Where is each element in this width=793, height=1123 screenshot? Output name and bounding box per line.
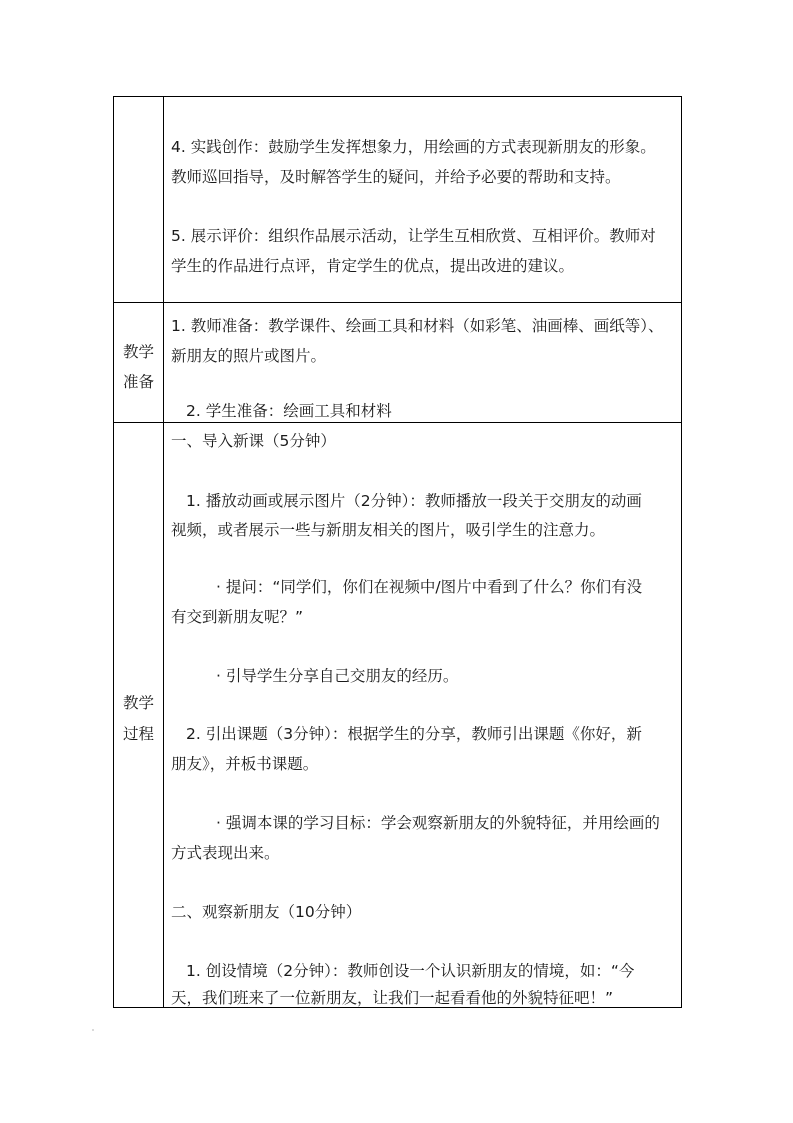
row-divider-1 bbox=[114, 302, 681, 303]
step3-line2: 天，我们班来了一位新朋友，让我们一起看看他的外貌特征吧！” bbox=[171, 989, 614, 1007]
prep-item1-line1: 1. 教师准备：教学课件、绘画工具和材料（如彩笔、油画棒、画纸等）、 bbox=[171, 317, 664, 335]
column-divider bbox=[163, 97, 164, 1007]
lesson-plan-table bbox=[113, 96, 682, 1008]
step2-line1: 2. 引出课题（3分钟）：根据学生的分享，教师引出课题《你好，新 bbox=[186, 725, 642, 743]
row-divider-2 bbox=[114, 422, 681, 423]
section2-title: 二、观察新朋友（10分钟） bbox=[171, 903, 362, 921]
step3-line1: 1. 创设情境（2分钟）：教师创设一个认识新朋友的情境，如：“今 bbox=[186, 962, 635, 980]
stray-mark bbox=[92, 1029, 94, 1031]
step1-line2: 视频，或者展示一些与新朋友相关的图片，吸引学生的注意力。 bbox=[171, 521, 606, 539]
process-label-line2: 过程 bbox=[122, 725, 154, 743]
item5-line1: 5. 展示评价：组织作品展示活动，让学生互相欣赏、互相评价。教师对 bbox=[171, 227, 656, 245]
prep-label-line1: 教学 bbox=[122, 343, 154, 361]
bullet3-line2: 方式表现出来。 bbox=[171, 844, 280, 862]
item5-line2: 学生的作品进行点评，肯定学生的优点，提出改进的建议。 bbox=[171, 257, 575, 275]
bullet1-line1: · 提问：“同学们，你们在视频中/图片中看到了什么？你们有没 bbox=[216, 578, 643, 596]
process-label-line1: 教学 bbox=[122, 694, 154, 712]
bullet3-line1: · 强调本课的学习目标：学会观察新朋友的外貌特征，并用绘画的 bbox=[216, 814, 660, 832]
item4-line1: 4. 实践创作：鼓励学生发挥想象力，用绘画的方式表现新朋友的形象。 bbox=[171, 138, 656, 156]
item4-line2: 教师巡回指导，及时解答学生的疑问，并给予必要的帮助和支持。 bbox=[171, 168, 621, 186]
section1-title: 一、导入新课（5分钟） bbox=[171, 432, 336, 450]
prep-item2: 2. 学生准备：绘画工具和材料 bbox=[186, 402, 392, 420]
step1-line1: 1. 播放动画或展示图片（2分钟）：教师播放一段关于交朋友的动画 bbox=[186, 492, 642, 510]
step2-line2: 朋友》，并板书课题。 bbox=[171, 755, 319, 773]
bullet2: · 引导学生分享自己交朋友的经历。 bbox=[216, 667, 459, 685]
prep-label-line2: 准备 bbox=[122, 373, 154, 391]
prep-item1-line2: 新朋友的照片或图片。 bbox=[171, 347, 327, 365]
bullet1-line2: 有交到新朋友呢？” bbox=[171, 608, 304, 626]
